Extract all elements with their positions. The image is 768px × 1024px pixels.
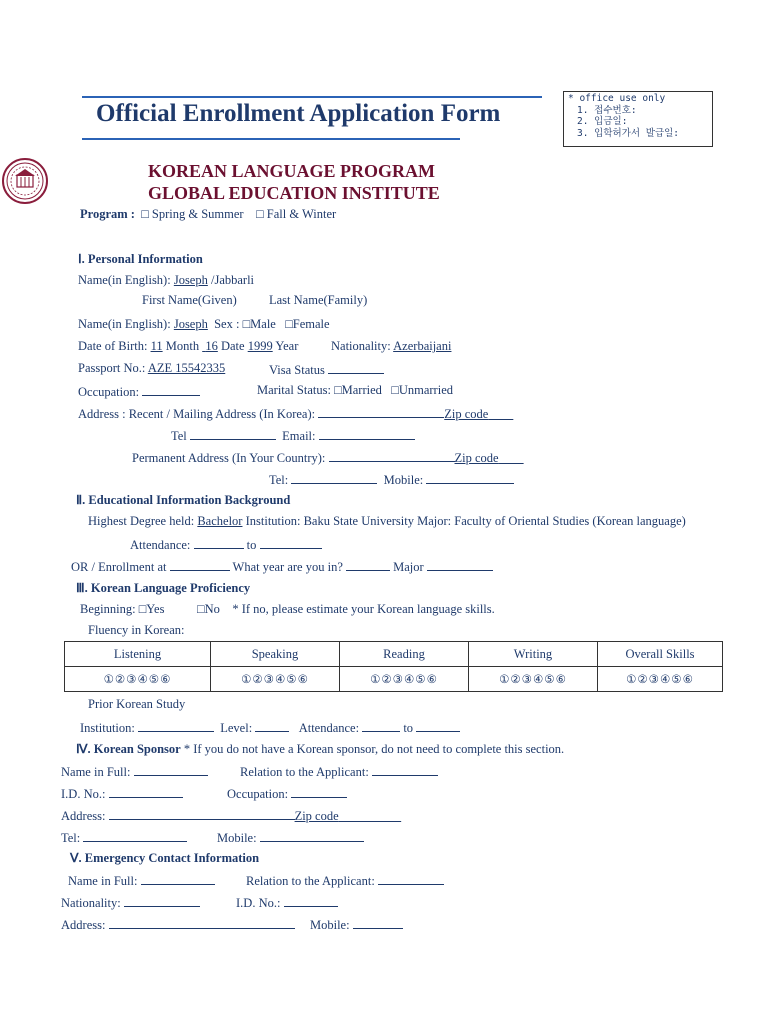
office-use-note: * office use only <box>568 93 666 104</box>
section-personal-heading: Ⅰ. Personal Information <box>78 252 203 266</box>
reading-scale[interactable]: ①②③④⑤⑥ <box>340 667 469 692</box>
dob-row: Date of Birth: 11 Month 16 Date 1999 Year <box>78 339 299 353</box>
marital-row: Marital Status: □Married □Unmarried <box>257 383 453 397</box>
prior-study-label: Prior Korean Study <box>88 697 186 711</box>
prior-study-row: Institution: Level: Attendance: to <box>80 719 460 736</box>
sponsor-address-row: Address: Zip code <box>61 807 401 824</box>
prior-attendance-from-field[interactable] <box>362 719 400 732</box>
dob-month-value[interactable]: 11 <box>150 339 163 353</box>
title-rule-bottom <box>82 138 460 140</box>
enrollment-field[interactable] <box>170 558 230 571</box>
col-speaking: Speaking <box>211 642 340 667</box>
edu-attendance-to-field[interactable] <box>260 536 322 549</box>
program-label: Program : <box>80 207 135 221</box>
title-rule-top <box>82 96 542 98</box>
sponsor-heading-row <box>76 741 564 757</box>
emergency-address-field[interactable] <box>109 916 295 929</box>
office-item-3: 3. 입학허가서 발급일: <box>577 127 680 139</box>
perm-mobile-field[interactable] <box>426 471 514 484</box>
visa-row: Visa Status <box>269 361 384 378</box>
speaking-scale[interactable]: ①②③④⑤⑥ <box>211 667 340 692</box>
sponsor-id-field[interactable] <box>109 785 183 798</box>
visa-status-field[interactable] <box>328 361 384 374</box>
prior-level-field[interactable] <box>255 719 289 732</box>
sponsor-note: * If you do not have a Korean sponsor, do not need to complete this section. <box>183 742 565 756</box>
enrollment-row: OR / Enrollment at What year are you in? Major <box>71 558 493 575</box>
sponsor-occupation-row: Occupation: <box>227 785 347 802</box>
institute-seal-icon <box>2 158 48 204</box>
name-english-row: Name(in English): Joseph /Jabbarli <box>78 273 255 287</box>
fluency-header-row <box>65 642 723 667</box>
last-name-caption: Last Name(Family) <box>269 293 368 307</box>
emergency-mobile-field[interactable] <box>353 916 403 929</box>
sponsor-id-row: I.D. No.: <box>61 785 183 802</box>
emergency-id-field[interactable] <box>284 894 338 907</box>
mailing-zip-field[interactable]: Zip code <box>444 407 489 421</box>
sponsor-mobile-field[interactable] <box>260 829 364 842</box>
major-field[interactable] <box>427 558 493 571</box>
year-field[interactable] <box>346 558 390 571</box>
sponsor-mobile-row: Mobile: <box>217 829 364 846</box>
sex-option-female[interactable]: □Female <box>285 317 330 331</box>
first-name-value[interactable]: Joseph <box>173 273 208 287</box>
sponsor-name-field[interactable] <box>134 763 208 776</box>
section-sponsor-heading: Ⅳ. Korean Sponsor <box>76 742 181 756</box>
col-overall: Overall Skills <box>598 642 723 667</box>
emergency-relation-field[interactable] <box>378 872 444 885</box>
name-sex-row: Name(in English): Joseph Sex : □Male □Female <box>78 317 330 331</box>
section-emergency-heading: Ⅴ. Emergency Contact Information <box>70 851 260 865</box>
permanent-zip-field[interactable]: Zip code <box>454 451 499 465</box>
marital-option-married[interactable]: □Married <box>334 383 382 397</box>
edu-attendance-row: Attendance: to <box>130 536 322 553</box>
writing-scale[interactable]: ①②③④⑤⑥ <box>469 667 598 692</box>
sponsor-name-row: Name in Full: <box>61 763 208 780</box>
section-proficiency-heading: Ⅲ. Korean Language Proficiency <box>76 581 251 595</box>
prior-attendance-to-field[interactable] <box>416 719 460 732</box>
emergency-address-row: Address: <box>61 916 295 933</box>
perm-tel-field[interactable] <box>291 471 377 484</box>
degree-row: Highest Degree held: Bachelor Institution: Baku State University Major: Faculty of Oriental Studies (Korean language) <box>88 514 686 528</box>
office-item-2: 2. 입금일: <box>577 116 628 127</box>
marital-option-unmarried[interactable]: □Unmarried <box>391 383 453 397</box>
permanent-address-field[interactable] <box>329 449 455 462</box>
name2-value[interactable]: Joseph <box>173 317 208 331</box>
col-reading: Reading <box>340 642 469 667</box>
section-education-heading: Ⅱ. Educational Information Background <box>76 493 291 507</box>
program-row <box>80 207 336 222</box>
fluency-scale-row <box>65 667 723 692</box>
first-name-caption: First Name(Given) <box>142 293 237 307</box>
perm-tel-row: Tel: Mobile: <box>269 471 514 488</box>
dob-year-value[interactable]: 1999 <box>247 339 273 353</box>
emergency-nationality-row: Nationality: <box>61 894 200 911</box>
last-name-value[interactable]: /Jabbarli <box>210 273 255 287</box>
form-title: Official Enrollment Application Form <box>96 100 501 127</box>
occupation-field[interactable] <box>142 383 200 396</box>
sponsor-tel-row: Tel: <box>61 829 187 846</box>
sex-option-male[interactable]: □Male <box>242 317 276 331</box>
program-option-spring[interactable]: □ Spring & Summer <box>138 207 244 221</box>
sponsor-address-field[interactable] <box>109 807 295 820</box>
prior-institution-field[interactable] <box>138 719 214 732</box>
degree-value[interactable]: Bachelor <box>197 514 243 528</box>
emergency-name-row: Name in Full: <box>68 872 215 889</box>
program-option-fall[interactable]: □ Fall & Winter <box>246 207 337 221</box>
beginning-option-no[interactable]: □No <box>197 602 220 616</box>
office-use-box <box>563 91 713 147</box>
beginning-option-yes[interactable]: □Yes <box>138 602 165 616</box>
nationality-row: Nationality: Azerbaijani <box>331 339 452 353</box>
tel-email-row: Tel Email: <box>171 427 415 444</box>
sponsor-zip-field[interactable]: Zip code <box>294 809 339 823</box>
tel-field[interactable] <box>190 427 276 440</box>
nationality-value[interactable]: Azerbaijani <box>393 339 452 353</box>
edu-attendance-from-field[interactable] <box>194 536 244 549</box>
emergency-relation-row: Relation to the Applicant: <box>246 872 444 889</box>
passport-row: Passport No.: AZE 15542335 <box>78 361 226 375</box>
beginning-no-row: □No * If no, please estimate your Korean language skills. <box>197 602 495 616</box>
listening-scale[interactable]: ①②③④⑤⑥ <box>65 667 211 692</box>
sponsor-tel-field[interactable] <box>83 829 187 842</box>
program-title: KOREAN LANGUAGE PROGRAM <box>148 161 435 181</box>
sponsor-occupation-field[interactable] <box>291 785 347 798</box>
beginning-row: Beginning: □Yes <box>80 602 165 616</box>
col-listening: Listening <box>65 642 211 667</box>
sponsor-relation-row: Relation to the Applicant: <box>240 763 438 780</box>
overall-scale[interactable]: ①②③④⑤⑥ <box>598 667 723 692</box>
emergency-id-row: I.D. No.: <box>236 894 338 911</box>
fluency-table <box>64 641 723 692</box>
permanent-address-row: Permanent Address (In Your Country): Zip code <box>132 449 524 466</box>
email-field[interactable] <box>319 427 415 440</box>
institution-major-text[interactable]: Institution: Baku State University Major: Faculty of Oriental Studies (Korean language) <box>245 514 686 528</box>
mailing-address-field[interactable] <box>318 405 444 418</box>
emergency-name-field[interactable] <box>141 872 215 885</box>
dob-date-value[interactable]: 16 <box>205 339 218 353</box>
passport-value[interactable]: AZE 15542335 <box>147 361 226 375</box>
mailing-address-row: Address : Recent / Mailing Address (In Korea): Zip code <box>78 405 513 422</box>
fluency-label: Fluency in Korean: <box>88 623 185 637</box>
col-writing: Writing <box>469 642 598 667</box>
occupation-row: Occupation: <box>78 383 200 400</box>
emergency-nationality-field[interactable] <box>124 894 200 907</box>
emergency-mobile-row: Mobile: <box>310 916 403 933</box>
office-item-1: 1. 접수번호: <box>577 104 637 116</box>
sponsor-relation-field[interactable] <box>372 763 438 776</box>
institute-name: GLOBAL EDUCATION INSTITUTE <box>148 183 440 203</box>
